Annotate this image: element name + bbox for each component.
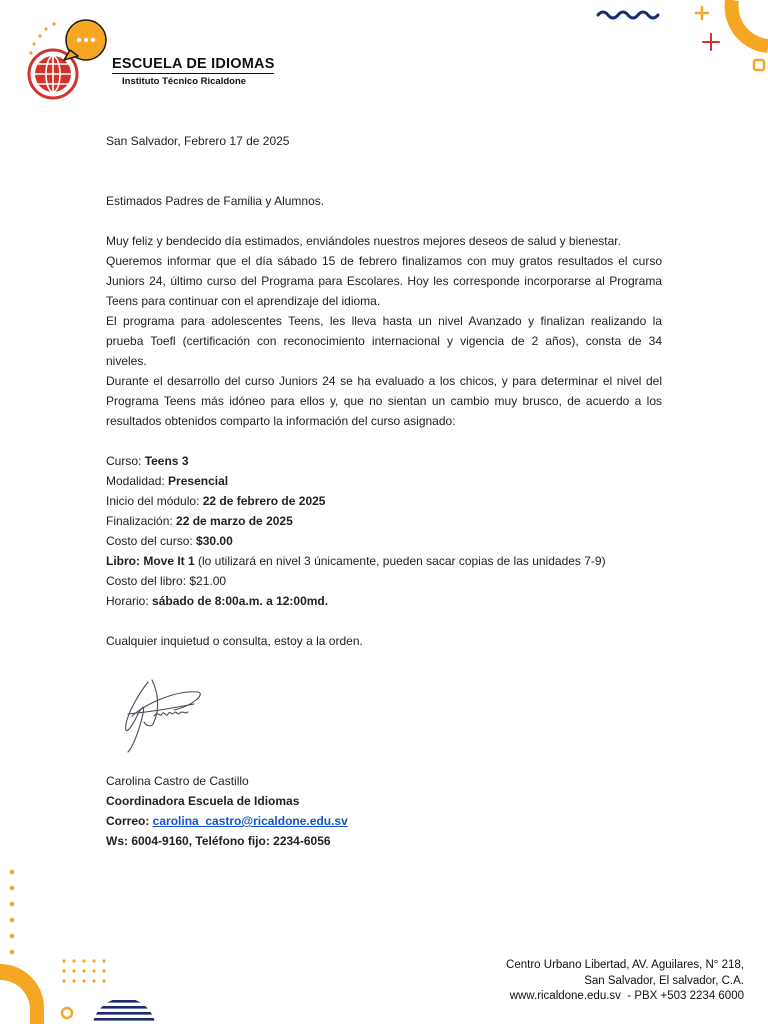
- signer-phones: Ws: 6004-9160, Teléfono fijo: 2234-6056: [106, 834, 331, 848]
- handwritten-signature: [118, 672, 210, 758]
- course-details: [106, 451, 662, 611]
- detail-finalizacion: Finalización: 22 de marzo de 2025: [106, 514, 293, 528]
- detail-libro: Libro: Move It 1 (lo utilizará en nivel 3 únicamente, pueden sacar copias de las unidades 7-9): [106, 554, 606, 568]
- detail-inicio: Inicio del módulo: 22 de febrero de 2025: [106, 494, 326, 508]
- body-line: Programa Teens más idóneo para ellos y, que no sientan un cambio muy brusco, de acuerdo a los: [106, 394, 662, 408]
- body-line: Muy feliz y bendecido día estimados, enviándoles nuestros mejores deseos de salud y bienestar.: [106, 234, 621, 248]
- detail-costo-curso: Costo del curso: $30.00: [106, 534, 233, 548]
- footer-address-2: San Salvador, El salvador, C.A.: [584, 974, 744, 987]
- detail-costo-libro: Costo del libro: $21.00: [106, 574, 227, 588]
- red-plus-icon: [703, 34, 719, 50]
- signer-email-row: Correo: carolina_castro@ricaldone.edu.sv: [106, 814, 348, 828]
- body-line: Durante el desarrollo del curso Juniors 24 se ha evaluado a los chicos, y para determinar el nivel del: [106, 374, 662, 388]
- footer-web-phone: www.ricaldone.edu.sv - PBX +503 2234 6000: [509, 990, 744, 1002]
- school-logo: [24, 14, 116, 102]
- body-line: Juniors 24, último curso del Programa para Escolares. Hoy les corresponde incorporarse al Programa: [106, 274, 662, 288]
- detail-curso: Curso: Teens 3: [106, 454, 189, 468]
- wave-decoration: [598, 12, 658, 18]
- body-line: Queremos informar que el día sábado 15 de febrero finalizamos con muy gratos resultados el curso: [106, 254, 662, 268]
- letter-greeting: Estimados Padres de Familia y Alumnos.: [106, 194, 325, 208]
- body-line: resultados obtenidos comparto la información del curso asignado:: [106, 414, 456, 428]
- body-line: prueba Toefl (certificación con reconocimiento internacional y vigencia de 2 años), consta de 34: [106, 334, 662, 348]
- letter-body: [106, 231, 662, 431]
- footer-contact: [444, 958, 744, 1005]
- signer-name: Carolina Castro de Castillo: [106, 774, 249, 788]
- orange-square-decoration: [754, 60, 764, 70]
- orange-arc-decoration: [0, 964, 44, 1024]
- letter-closing: Cualquier inquietud o consulta, estoy a la orden.: [106, 634, 363, 648]
- orange-ring-decoration: [62, 1008, 72, 1018]
- detail-horario: Horario: sábado de 8:00a.m. a 12:00md.: [106, 594, 329, 608]
- body-line: Teens para continuar con el aprendizaje del idioma.: [106, 294, 381, 308]
- footer-address-1: Centro Urbano Libertad, AV. Aguilares, N° 218,: [506, 959, 744, 971]
- orange-plus-icon: [696, 7, 708, 19]
- detail-modalidad: Modalidad: Presencial: [106, 474, 229, 488]
- letter-date: San Salvador, Febrero 17 de 2025: [106, 134, 290, 148]
- body-line: El programa para adolescentes Teens, les lleva hasta un nivel Avanzado y finalizan realizando la: [106, 314, 662, 328]
- decorative-bottom-left: [0, 860, 160, 1024]
- school-name: ESCUELA DE IDIOMAS: [112, 56, 275, 72]
- body-line: niveles.: [106, 354, 147, 368]
- decorative-top-right: [580, 0, 768, 80]
- signer-title: Coordinadora Escuela de Idiomas: [106, 794, 300, 808]
- orange-arc-decoration: [732, 0, 768, 46]
- institute-name: Instituto Técnico Ricaldone: [122, 76, 247, 87]
- email-link[interactable]: carolina_castro@ricaldone.edu.sv: [152, 814, 348, 828]
- logo-divider: [112, 73, 274, 74]
- signature-block: [106, 771, 662, 851]
